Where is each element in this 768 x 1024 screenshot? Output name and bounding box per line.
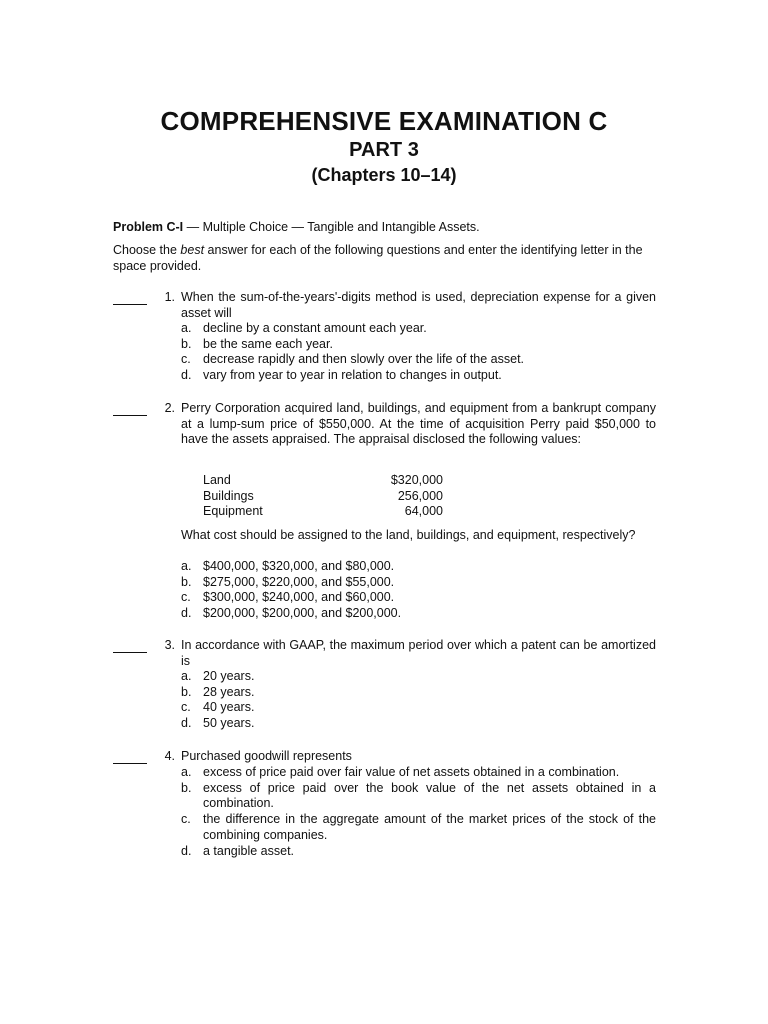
question-number: 2. <box>164 401 175 415</box>
instructions-before: Choose the <box>113 243 181 257</box>
option-text: excess of price paid over fair value of net assets obtained in a combination. <box>203 765 620 779</box>
question-stem: Perry Corporation acquired land, buildings, and equipment from a bankrupt company at a lump-sum price of $550,000. At the time of acquisition Perry paid $50,000 to have the assets appraised. The appraisal disclosed the following values: <box>181 401 656 447</box>
option-letter: b. <box>181 684 192 699</box>
option-text: 50 years. <box>203 716 255 731</box>
problem-heading <box>113 219 658 235</box>
question-number: 4. <box>164 749 175 763</box>
option-b <box>181 781 656 812</box>
option-c <box>181 352 656 368</box>
question-stem: In accordance with GAAP, the maximum period over which a patent can be amortized is <box>181 638 656 668</box>
options-list <box>181 559 656 622</box>
question-prompt: What cost should be assigned to the land, buildings, and equipment, respectively? <box>181 528 636 542</box>
option-text: $400,000, $320,000, and $80,000. <box>203 559 395 573</box>
value-amount: 256,000 <box>397 488 443 503</box>
options-list <box>181 765 656 859</box>
option-d <box>181 844 656 860</box>
exam-title: COMPREHENSIVE EXAMINATION C <box>160 106 608 136</box>
answer-blank-2[interactable] <box>113 401 147 416</box>
value-label: Land <box>203 473 231 487</box>
option-c <box>181 700 656 716</box>
option-b <box>181 685 656 701</box>
option-a <box>181 559 656 575</box>
option-letter: d. <box>181 716 192 731</box>
option-text: $300,000, $240,000, and $60,000. <box>203 590 395 605</box>
problem-description: — Multiple Choice — Tangible and Intangible Assets. <box>183 220 480 234</box>
answer-blank-3[interactable] <box>113 638 147 653</box>
option-text: $200,000, $200,000, and $200,000. <box>203 606 402 621</box>
option-letter: d. <box>181 843 192 858</box>
option-letter: a. <box>181 321 192 335</box>
appraisal-values <box>203 473 443 520</box>
option-text: 20 years. <box>203 669 255 683</box>
option-letter: a. <box>181 765 192 779</box>
option-letter: a. <box>181 669 192 683</box>
option-letter: b. <box>181 574 192 589</box>
option-letter: d. <box>181 606 192 621</box>
instructions <box>113 242 658 274</box>
option-c <box>181 590 656 606</box>
value-amount: 64,000 <box>404 504 443 519</box>
option-text: decline by a constant amount each year. <box>203 321 427 335</box>
option-a <box>181 321 656 337</box>
value-amount: $320,000 <box>390 473 443 487</box>
problem-label: Problem C-I <box>113 220 184 234</box>
option-a <box>181 669 656 685</box>
option-letter: b. <box>181 780 192 795</box>
exam-chapters: (Chapters 10–14) <box>311 165 457 185</box>
option-d <box>181 716 656 732</box>
value-row-buildings <box>203 489 443 505</box>
option-text: decrease rapidly and then slowly over the life of the asset. <box>203 352 525 367</box>
value-label: Buildings <box>203 488 254 503</box>
option-letter: a. <box>181 559 192 573</box>
value-label: Equipment <box>203 504 263 519</box>
option-letter: b. <box>181 336 192 351</box>
instructions-after: answer for each of the following questions and enter the identifying letter in the space provided. <box>113 243 643 273</box>
question-stem: Purchased goodwill represents <box>181 749 352 763</box>
question-number: 3. <box>164 638 175 652</box>
option-letter: d. <box>181 368 192 383</box>
option-text: vary from year to year in relation to changes in output. <box>203 368 502 383</box>
option-text: a tangible asset. <box>203 843 295 858</box>
option-text: 40 years. <box>203 700 255 715</box>
option-letter: c. <box>181 590 191 605</box>
option-d <box>181 368 656 384</box>
options-list <box>181 321 656 384</box>
value-row-land <box>203 473 443 489</box>
option-c <box>181 812 656 843</box>
option-text: excess of price paid over the book value of the net assets obtained in a combination. <box>203 780 656 811</box>
option-text: the difference in the aggregate amount of the market prices of the stock of the combining companies. <box>203 812 656 842</box>
option-b <box>181 575 656 591</box>
exam-part: PART 3 <box>349 139 419 161</box>
option-d <box>181 606 656 622</box>
option-letter: c. <box>181 700 191 715</box>
option-text: 28 years. <box>203 684 255 699</box>
option-letter: c. <box>181 352 191 367</box>
option-text: $275,000, $220,000, and $55,000. <box>203 574 395 589</box>
answer-blank-4[interactable] <box>113 749 147 764</box>
option-a <box>181 765 656 781</box>
answer-blank-1[interactable] <box>113 290 147 305</box>
question-number: 1. <box>164 290 175 304</box>
option-b <box>181 337 656 353</box>
options-list <box>181 669 656 732</box>
instructions-emphasis: best <box>180 243 205 257</box>
question-stem: When the sum-of-the-years'-digits method is used, depreciation expense for a given asset will <box>181 290 656 320</box>
value-row-equipment <box>203 504 443 520</box>
option-text: be the same each year. <box>203 336 333 351</box>
option-letter: c. <box>181 812 191 827</box>
